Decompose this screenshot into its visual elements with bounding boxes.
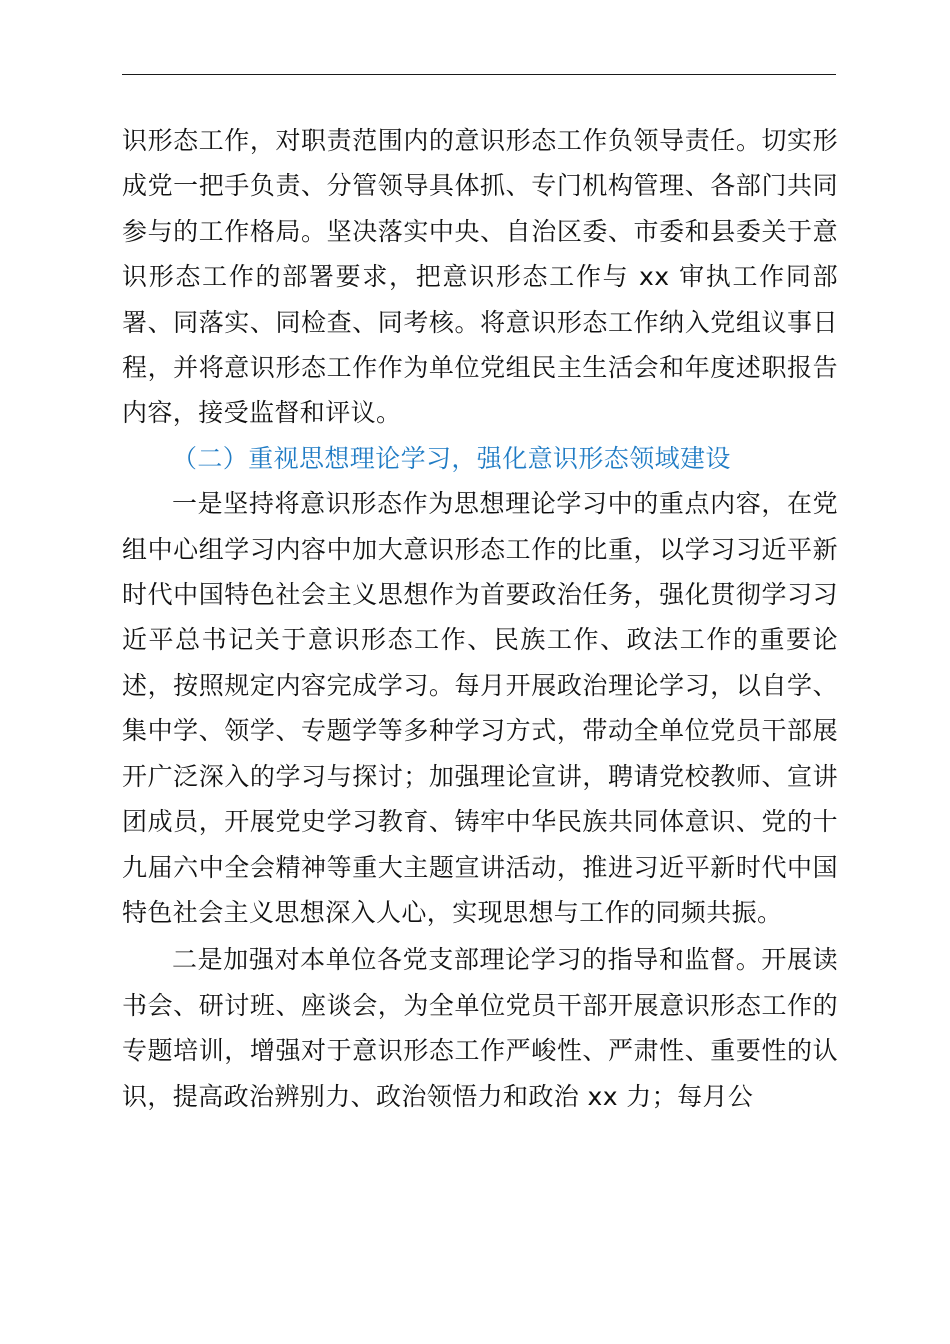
paragraph-continued: 识形态工作，对职责范围内的意识形态工作负领导责任。切实形成党一把手负责、分管领导具体抓、专门机构管理、各部门共同参与的工作格局。坚决落实中央、自治区委、市委和县委关于意识形态工作的部署要求，把意识形态工作与 xx 审执工作同部署、同落实、同检查、同考核。将意识形态工作纳入党组议事日程，并将意识形态工作作为单位党组民主生活会和年度述职报告内容，接受监督和评议。 — [122, 126, 838, 428]
paragraph-second-point: 二是加强对本单位各党支部理论学习的指导和监督。开展读书会、研讨班、座谈会，为全单位党员干部开展意识形态工作的专题培训，增强对于意识形态工作严峻性、严肃性、重要性的认识，提高政治辨别力、政治领悟力和政治 xx 力；每月公 — [122, 945, 838, 1111]
paragraph-first-point: 一是坚持将意识形态作为思想理论学习中的重点内容，在党组中心组学习内容中加大意识形态工作的比重，以学习习近平新时代中国特色社会主义思想作为首要政治任务，强化贯彻学习习近平总书记关于意识形态工作、民族工作、政法工作的重要论述，按照规定内容完成学习。每月开展政治理论学习，以自学、集中学、领学、专题学等多种学习方式，带动全单位党员干部展开广泛深入的学习与探讨；加强理论宣讲，聘请党校教师、宣讲团成员，开展党史学习教育、铸牢中华民族共同体意识、党的十九届六中全会精神等重大主题宣讲活动，推进习近平新时代中国特色社会主义思想深入人心，实现思想与工作的同频共振。 — [122, 489, 838, 927]
document-body — [122, 118, 838, 1119]
header-rule — [122, 74, 836, 75]
section-heading: （二）重视思想理论学习，强化意识形态领域建设 — [172, 443, 731, 473]
